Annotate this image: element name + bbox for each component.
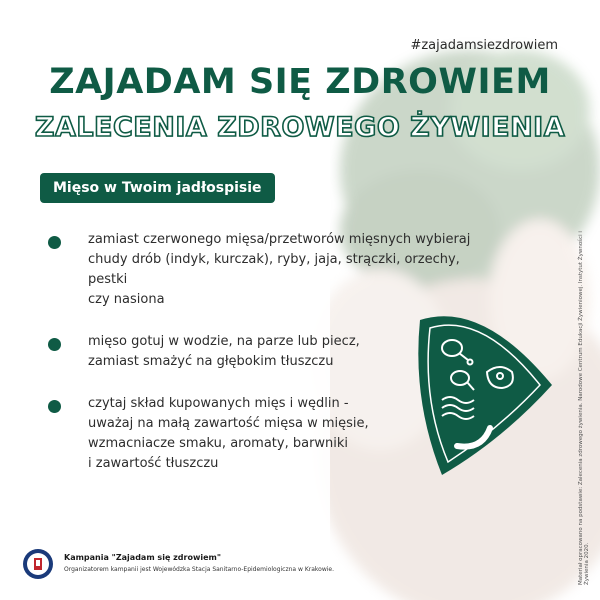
main-title: ZAJADAM SIĘ ZDROWIEM xyxy=(49,62,551,102)
bullet-line: mięso gotuj w wodzie, na parze lub piecz, xyxy=(88,334,360,349)
bullet-line: i zawartość tłuszczu xyxy=(88,456,219,471)
footer-organizer: Organizatorem kampanii jest Wojewódzka Stacja Sanitarno-Epidemiologiczna w Krakowie. xyxy=(64,566,335,573)
bullet-line: zamiast smażyć na głębokim tłuszczu xyxy=(88,354,334,369)
bullet-line: zamiast czerwonego mięsa/przetworów mięsnych wybieraj xyxy=(88,232,471,247)
section-badge: Mięso w Twoim jadłospisie xyxy=(40,173,275,203)
subtitle: ZALECENIA ZDROWEGO ŻYWIENIA xyxy=(34,112,566,143)
sanepid-logo-icon xyxy=(22,548,54,580)
bullet-line: wzmacniacze smaku, aromaty, barwniki xyxy=(88,436,349,451)
hashtag: #zajadamsiezdrowiem xyxy=(410,38,558,53)
bullet-line: czy nasiona xyxy=(88,292,165,307)
bullet-line: chudy drób (indyk, kurczak), ryby, jaja, strączki, orzechy, pestki xyxy=(88,252,460,287)
source-note: Materiał opracowano na podstawie: Zalecenia zdrowego żywienia. Narodowe Centrum Edukacji Żywieniowej. Instytut Żywności i Żywienia 2020. xyxy=(578,231,590,585)
bullet-line: uważaj na małą zawartość mięsa w mięsie, xyxy=(88,416,369,431)
bullet-item xyxy=(48,230,488,310)
footer-campaign-title: Kampania "Zajadam się zdrowiem" xyxy=(64,553,222,562)
bullet-line: czytaj skład kupowanych mięs i wędlin - xyxy=(88,396,349,411)
meat-shield-graphic xyxy=(412,300,562,480)
